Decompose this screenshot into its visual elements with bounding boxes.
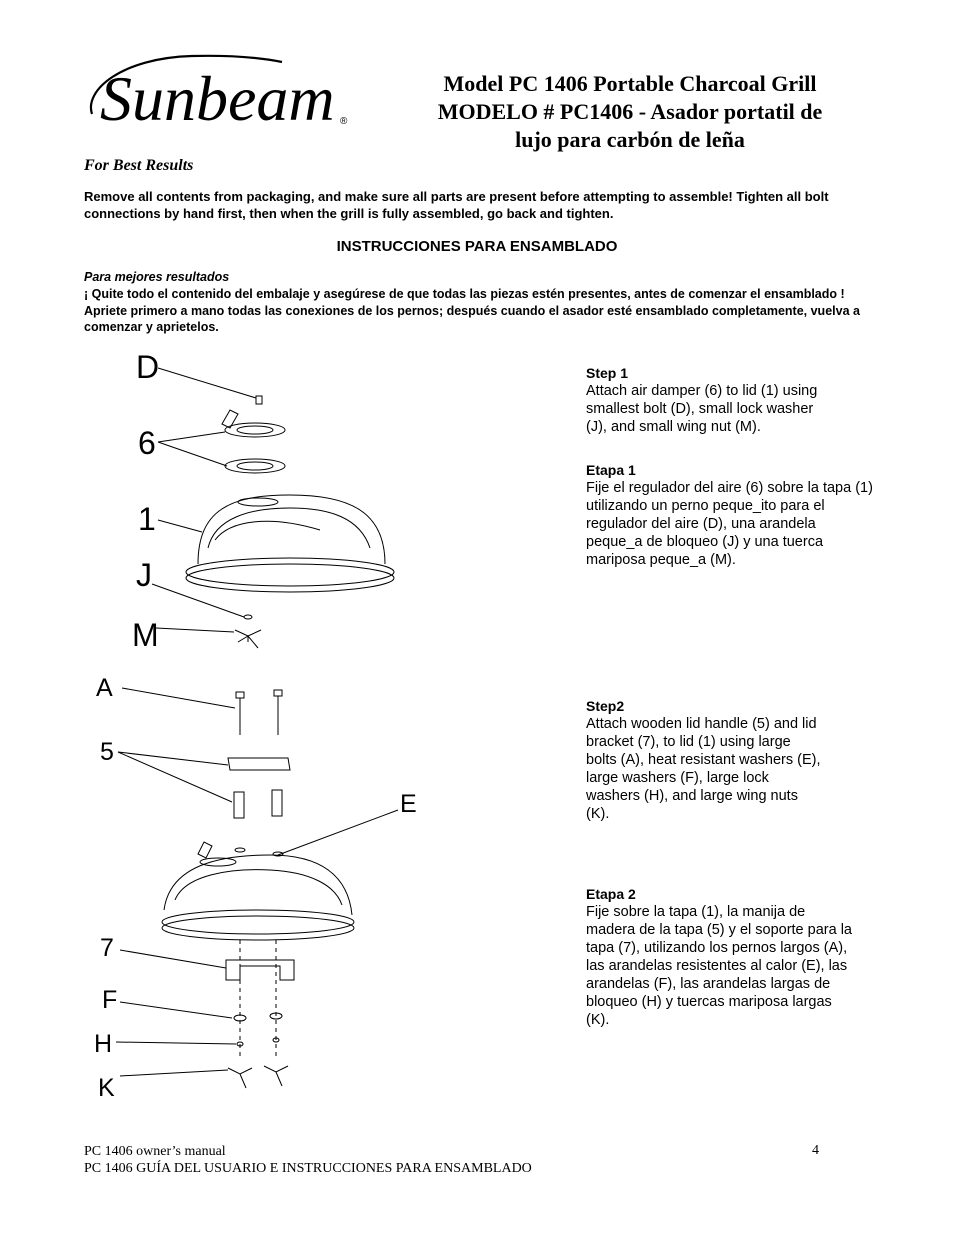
large-wing-nut-right xyxy=(264,1066,288,1086)
mejores-resultados-text: ¡ Quite todo el contenido del embalaje y asegúrese de que todas las piezas estén presentes, antes de comenzar el ensamblado ! Apriete primero a mano todas las conexiones de los pernos; después cuando el asador esté ensamblado completamente, vuelva a comenzar y aprietelos. xyxy=(84,287,860,334)
step2-body: Attach wooden lid handle (5) and lid bracket (7), to lid (1) using large bolts (A), heat resistant washers (E), large washers (F), large lock washers (H), and large wing nuts (K). xyxy=(586,716,821,822)
page-title xyxy=(400,70,860,154)
logo-text: Sunbeam xyxy=(100,63,335,134)
spacer-left xyxy=(234,792,244,818)
grill-lid-step2 xyxy=(162,842,354,940)
title-line-1: Model PC 1406 Portable Charcoal Grill xyxy=(443,71,817,96)
label-A: A xyxy=(96,674,113,702)
small-wing-nut xyxy=(235,630,261,648)
title-line-3: lujo para carbón de leña xyxy=(515,127,745,152)
air-damper-bottom xyxy=(225,459,285,473)
label-6: 6 xyxy=(138,425,156,461)
etapa1-body: Fije el regulador del aire (6) sobre la tapa (1) utilizando un perno peque_ito para el regulador del aire (D), una arandela peque_a de bloqueo (J) y una tuerca mariposa peque_a (M). xyxy=(586,480,873,568)
etapa2-title: Etapa 2 xyxy=(586,886,636,902)
label-1: 1 xyxy=(138,501,156,537)
etapa2-block xyxy=(586,885,856,1029)
footer-manual: PC 1406 owner’s manual xyxy=(84,1144,226,1159)
label-H: H xyxy=(94,1030,113,1058)
label-M: M xyxy=(132,617,159,653)
lid-bracket xyxy=(226,960,294,980)
label-J: J xyxy=(136,557,152,593)
step2-title: Step2 xyxy=(586,698,625,714)
small-lock-washer xyxy=(244,615,252,619)
small-bolt xyxy=(256,396,262,404)
air-damper-top xyxy=(222,410,285,437)
etapa2-body: Fije sobre la tapa (1), la manija de madera de la tapa (5) y el soporte para la tapa (7), utilizando los pernos largos (A), las arandelas resistentes al calor (E), las arandelas (F), las arandelas largas de bloqueo (H) y tuercas mariposa largas (K). xyxy=(586,904,852,1028)
mejores-resultados-heading: Para mejores resultados xyxy=(84,270,230,284)
etapa1-title: Etapa 1 xyxy=(586,462,636,478)
assembly-diagram xyxy=(80,340,460,1110)
step2-block xyxy=(586,697,821,823)
title-line-2: MODELO # PC1406 - Asador portatil de xyxy=(437,99,823,124)
etapa1-block xyxy=(586,461,876,569)
page-number: 4 xyxy=(812,1143,819,1158)
spacer-right xyxy=(272,790,282,816)
footer-guide: PC 1406 GUÍA DEL USUARIO E INSTRUCCIONES PARA ENSAMBLADO xyxy=(84,1161,532,1175)
label-5: 5 xyxy=(100,738,114,766)
large-bolts xyxy=(236,690,282,735)
large-wing-nut-left xyxy=(228,1068,252,1088)
heat-washer-left xyxy=(235,848,245,852)
step1-block xyxy=(586,364,831,436)
grill-lid xyxy=(186,495,394,592)
registered-mark: ® xyxy=(340,116,348,127)
best-results-text: Remove all contents from packaging, and make sure all parts are present before attempting to assemble! Tighten all bolt connections by hand first, then when the grill is fully assembled, go back and tighten. xyxy=(84,189,829,221)
best-results-heading: For Best Results xyxy=(84,157,194,174)
step1-body: Attach air damper (6) to lid (1) using smallest bolt (D), small lock washer (J), and small wing nut (M). xyxy=(586,383,818,435)
label-7: 7 xyxy=(100,934,114,962)
label-E: E xyxy=(400,790,417,818)
step1-title: Step 1 xyxy=(586,365,629,381)
label-D: D xyxy=(136,349,160,385)
label-K: K xyxy=(98,1074,115,1102)
wooden-handle xyxy=(228,758,290,770)
sunbeam-logo xyxy=(82,52,354,142)
instrucciones-heading: INSTRUCCIONES PARA ENSAMBLADO xyxy=(336,238,618,255)
label-F: F xyxy=(102,986,118,1014)
